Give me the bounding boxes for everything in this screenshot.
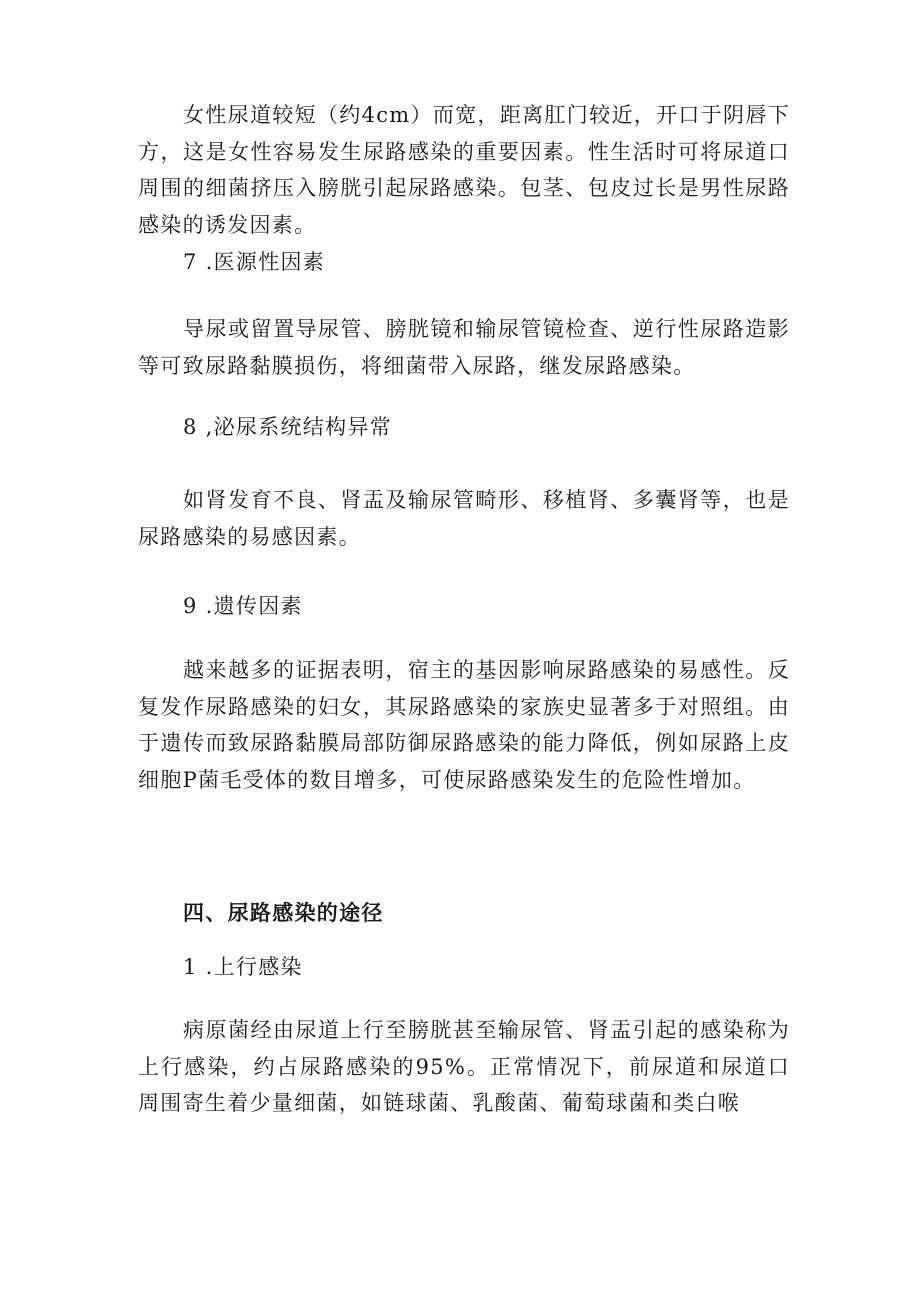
paragraph-ascending-infection bbox=[138, 1012, 790, 1122]
paragraph-text: 导尿或留置导尿管、膀胱镜和输尿管镜检查、逆行性尿路造影等可致尿路黏膜损伤，将细菌带入尿路，继发尿路感染。 bbox=[138, 317, 790, 378]
heading-ascending-infection: 1 .上行感染 bbox=[183, 955, 303, 979]
heading-iatrogenic-factors: 7 .医源性因素 bbox=[183, 250, 326, 274]
heading-genetic-factors: 9 .遗传因素 bbox=[183, 594, 303, 618]
paragraph-text: 如肾发育不良、肾盂及输尿管畸形、移植肾、多囊肾等，也是尿路感染的易感因素。 bbox=[138, 488, 790, 549]
paragraph-female-urethra bbox=[138, 97, 790, 243]
section-heading-infection-routes: 四、尿路感染的途径 bbox=[183, 900, 384, 925]
paragraph-text: 越来越多的证据表明，宿主的基因影响尿路感染的易感性。反复发作尿路感染的妇女，其尿路感染的家族史显著多于对照组。由于遗传而致尿路黏膜局部防御尿路感染的能力降低，例如尿路上皮细胞P菌毛受体的数目增多，可使尿路感染发生的危险性增加。 bbox=[138, 658, 790, 792]
heading-urinary-structure-abnormality: 8 ,泌尿系统结构异常 bbox=[183, 415, 393, 439]
paragraph-kidney-dysplasia bbox=[138, 482, 790, 555]
paragraph-catheterization bbox=[138, 311, 790, 384]
paragraph-genetic-evidence bbox=[138, 652, 790, 798]
paragraph-text: 病原菌经由尿道上行至膀胱甚至输尿管、肾盂引起的感染称为上行感染，约占尿路感染的95%。正常情况下，前尿道和尿道口周围寄生着少量细菌，如链球菌、乳酸菌、葡萄球菌和类白喉 bbox=[138, 1018, 790, 1115]
paragraph-text: 女性尿道较短（约4cm）而宽，距离肛门较近，开口于阴唇下方，这是女性容易发生尿路感染的重要因素。性生活时可将尿道口周围的细菌挤压入膀胱引起尿路感染。包茎、包皮过长是男性尿路感染的诱发因素。 bbox=[138, 103, 790, 237]
